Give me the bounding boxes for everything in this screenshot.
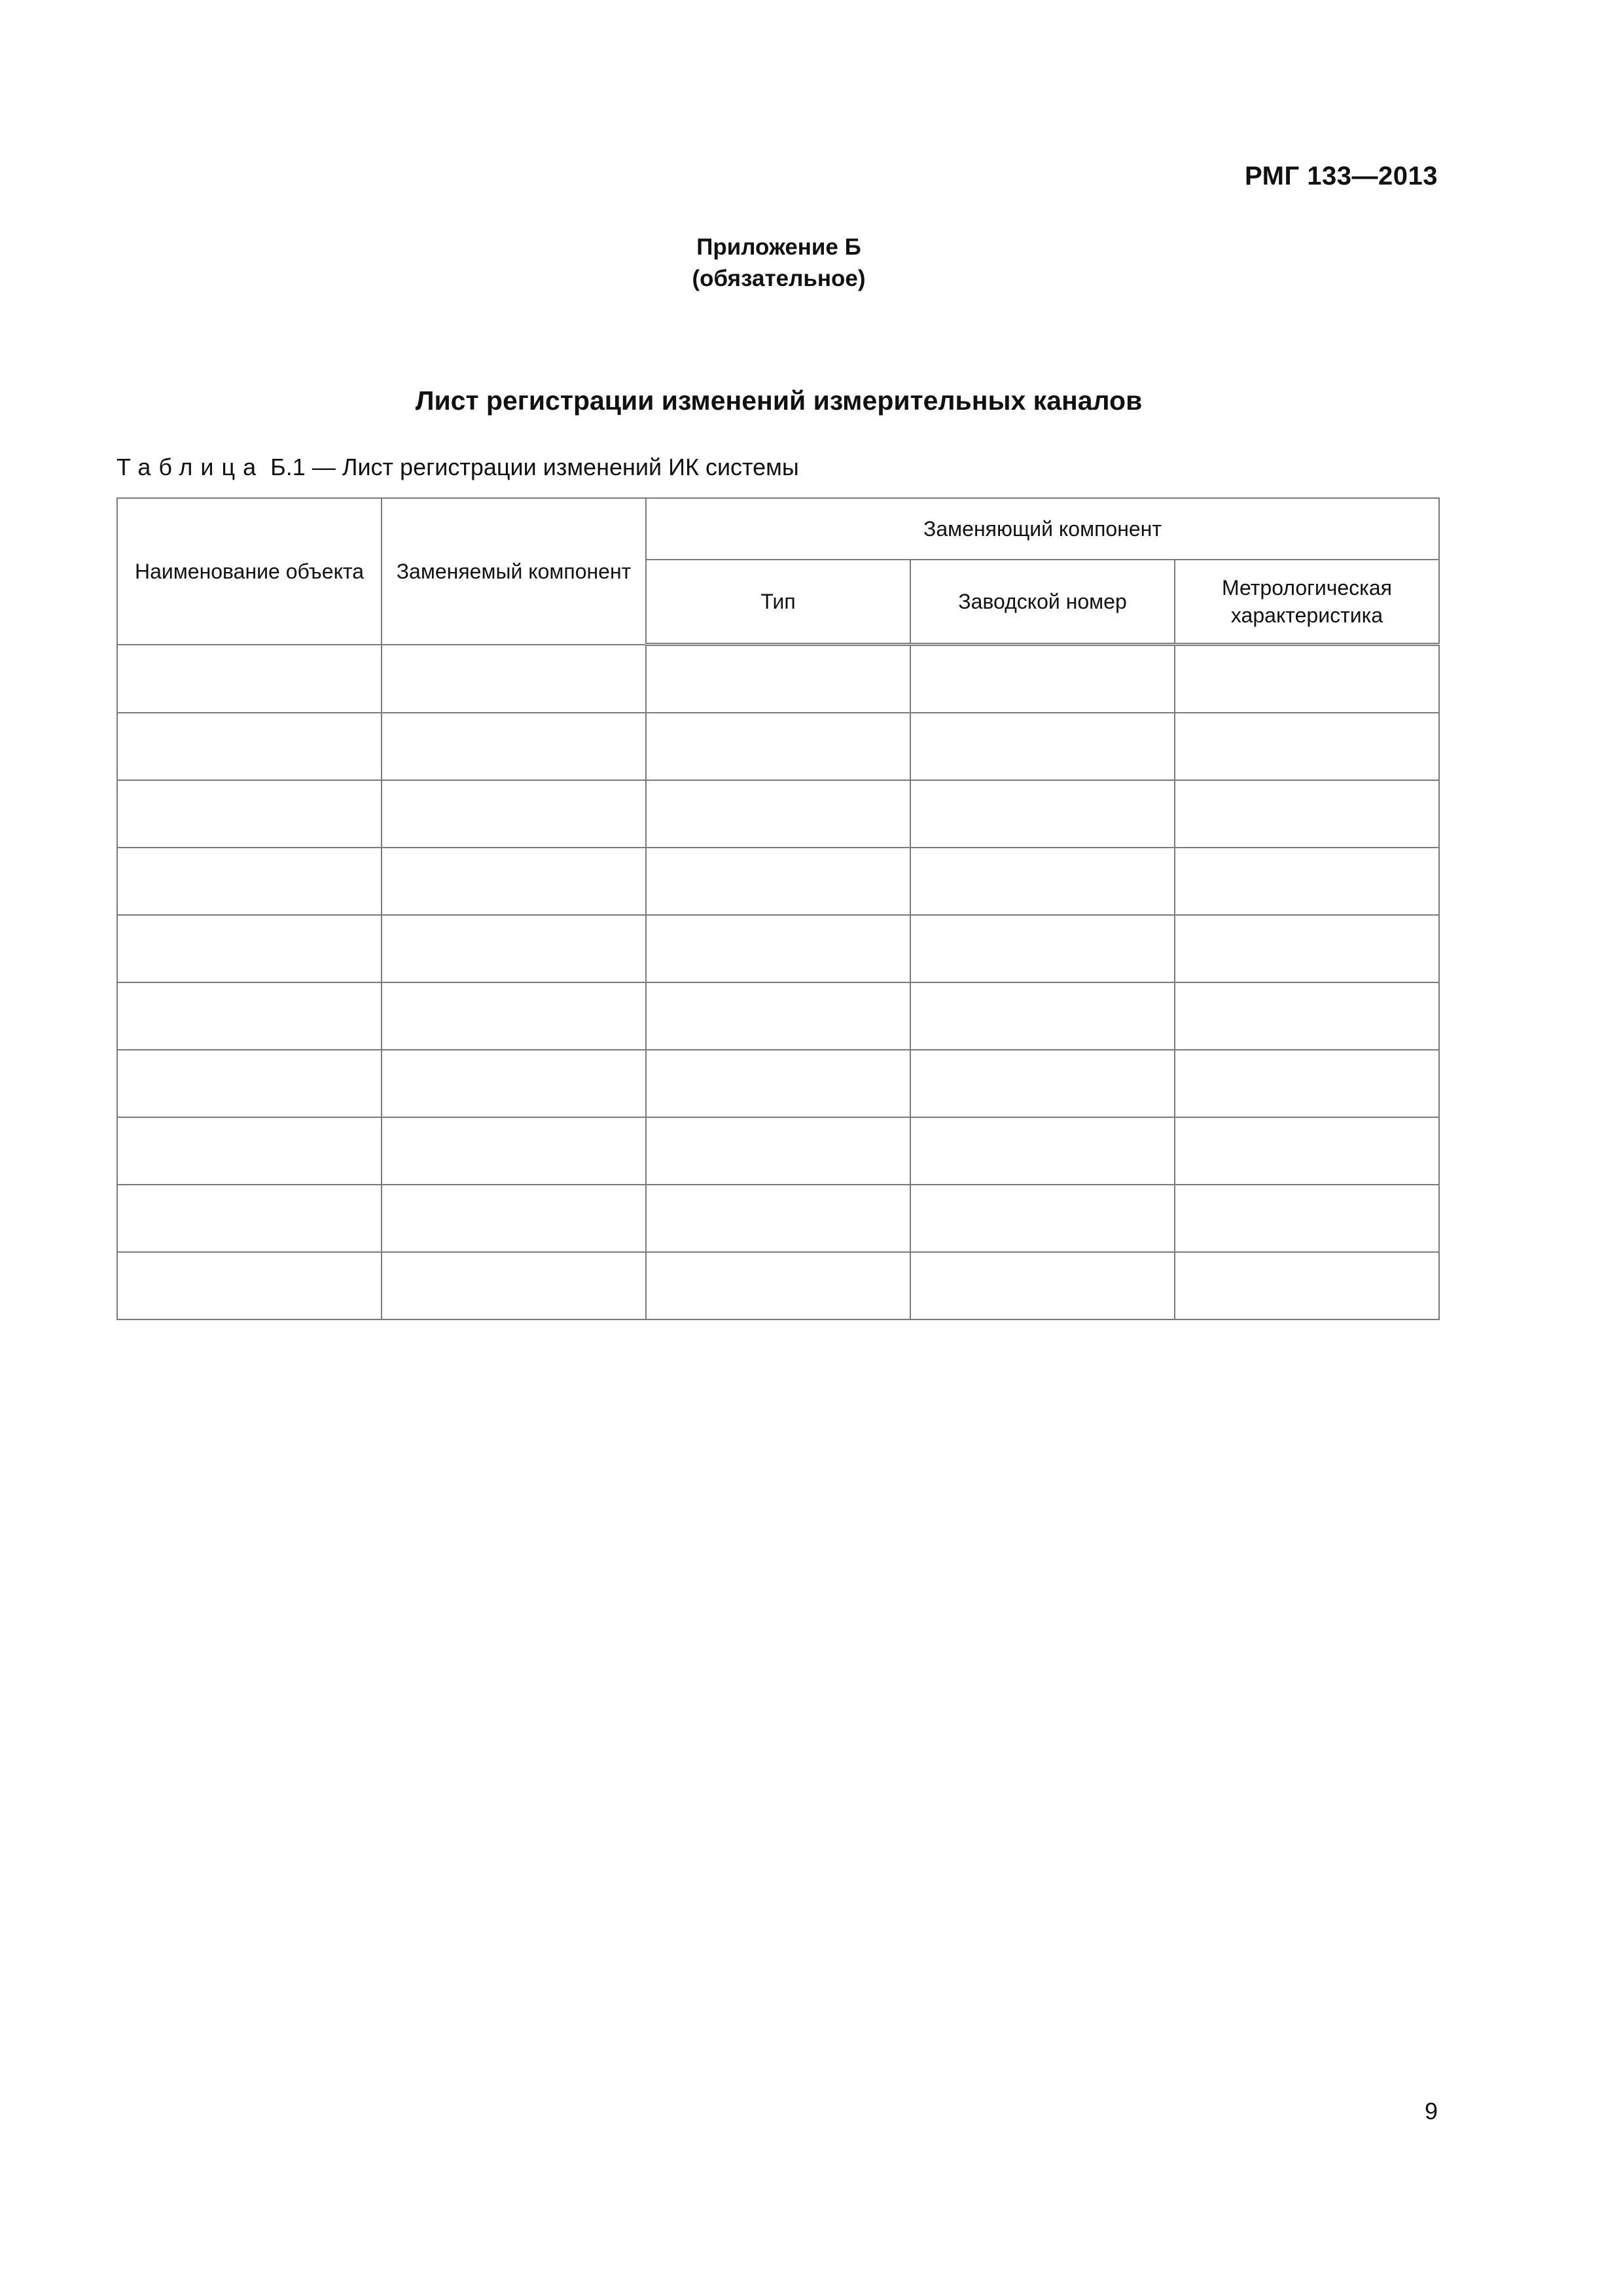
table-cell (910, 645, 1175, 713)
table-cell (117, 1252, 382, 1319)
table-cell (646, 1185, 910, 1252)
header-replacing-component: Заменяющий компонент (646, 498, 1439, 560)
table-cell (117, 713, 382, 780)
table-cell (910, 713, 1175, 780)
table-cell (117, 645, 382, 713)
appendix-status: (обязательное) (692, 266, 866, 291)
registration-table (116, 497, 1440, 1320)
table-cell (1175, 982, 1439, 1050)
table-cell (1175, 1185, 1439, 1252)
table-cell (382, 1050, 646, 1117)
table-row (117, 780, 1439, 848)
table-cell (646, 713, 910, 780)
table-cell (117, 982, 382, 1050)
table-row (117, 915, 1439, 982)
table-cell (910, 1252, 1175, 1319)
table-cell (646, 1252, 910, 1319)
table-cell (646, 1117, 910, 1185)
table-row (117, 1185, 1439, 1252)
table-row (117, 848, 1439, 915)
appendix-title: Приложение Б (696, 234, 861, 260)
table-cell (382, 1252, 646, 1319)
table-cell (646, 1050, 910, 1117)
table-cell (117, 915, 382, 982)
table-row (117, 982, 1439, 1050)
table-row (117, 1117, 1439, 1185)
table-cell (1175, 645, 1439, 713)
header-object-name: Наименование объекта (117, 498, 382, 645)
table-cell (910, 982, 1175, 1050)
table-cell (382, 1117, 646, 1185)
table-cell (910, 915, 1175, 982)
table-body (117, 645, 1439, 1320)
header-metrological-characteristic: Метрологическая характеристика (1175, 560, 1439, 645)
page-number: 9 (1424, 2098, 1438, 2125)
table-row (117, 1050, 1439, 1117)
table-cell (117, 1050, 382, 1117)
table-cell (1175, 848, 1439, 915)
table-cell (382, 780, 646, 848)
header-serial-number: Заводской номер (910, 560, 1175, 645)
table-row (117, 645, 1439, 713)
table-cell (646, 848, 910, 915)
table-cell (910, 1050, 1175, 1117)
table-cell (117, 1185, 382, 1252)
table-cell (382, 915, 646, 982)
document-code: РМГ 133—2013 (1245, 162, 1438, 190)
table-caption (116, 454, 799, 481)
table-cell (117, 1117, 382, 1185)
table-cell (910, 1185, 1175, 1252)
sheet-title: Лист регистрации изменений измерительных каналов (415, 386, 1143, 416)
table-cell (646, 915, 910, 982)
table-caption-text: Б.1 — Лист регистрации изменений ИК системы (270, 454, 799, 480)
table-cell (910, 780, 1175, 848)
table-cell (646, 780, 910, 848)
table-cell (1175, 1252, 1439, 1319)
table-cell (1175, 1050, 1439, 1117)
table-cell (1175, 713, 1439, 780)
table-row (117, 713, 1439, 780)
table-cell (382, 982, 646, 1050)
table-row (117, 1252, 1439, 1319)
table-cell (117, 780, 382, 848)
table-cell (646, 645, 910, 713)
table-cell (382, 645, 646, 713)
table-cell (382, 713, 646, 780)
table-cell (1175, 780, 1439, 848)
table-cell (646, 982, 910, 1050)
header-replaced-component: Заменяемый компонент (382, 498, 646, 645)
table-cell (382, 848, 646, 915)
table-cell (910, 1117, 1175, 1185)
table-cell (1175, 1117, 1439, 1185)
table-caption-prefix: Таблица (116, 454, 264, 480)
table-cell (1175, 915, 1439, 982)
table-cell (910, 848, 1175, 915)
table-cell (382, 1185, 646, 1252)
header-type: Тип (646, 560, 910, 645)
table-cell (117, 848, 382, 915)
appendix-heading (0, 232, 1558, 295)
